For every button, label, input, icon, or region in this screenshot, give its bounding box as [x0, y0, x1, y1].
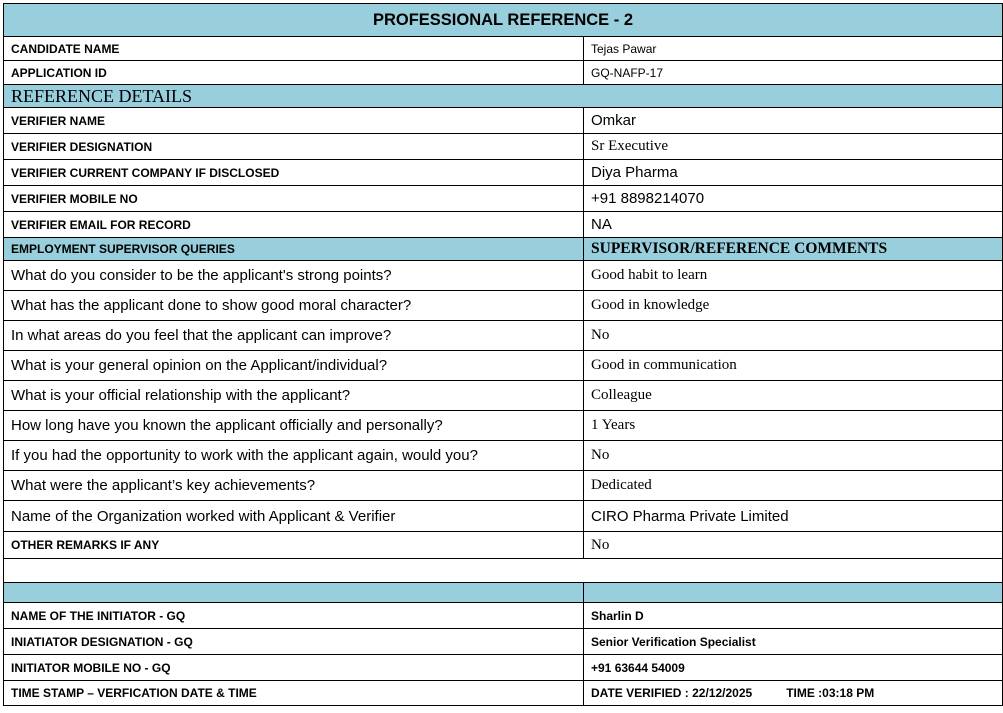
timestamp-value [584, 681, 1002, 705]
candidate-name-value: Tejas Pawar [591, 41, 657, 56]
query-row [4, 440, 1002, 470]
application-id-row [4, 60, 1002, 84]
query-question: What is your official relationship with the applicant? [4, 381, 584, 410]
title-row [4, 3, 1002, 36]
query-question: What do you consider to be the applicant's strong points? [4, 261, 584, 290]
query-question: What is your general opinion on the Applicant/individual? [4, 351, 584, 380]
query-question: What has the applicant done to show good moral character? [4, 291, 584, 320]
query-question: If you had the opportunity to work with the applicant again, would you? [4, 441, 584, 470]
query-question: Name of the Organization worked with Applicant & Verifier [4, 501, 584, 531]
other-remarks-row [4, 531, 1002, 558]
query-row [4, 260, 1002, 290]
verifier-mobile-label: VERIFIER MOBILE NO [4, 186, 584, 211]
query-row [4, 320, 1002, 350]
verifier-email-row [4, 211, 1002, 237]
candidate-name-row [4, 36, 1002, 60]
verifier-mobile-value: +91 8898214070 [591, 190, 705, 207]
verifier-email-value: NA [591, 216, 612, 233]
initiator-separator-row [4, 582, 1002, 602]
query-answer: Good habit to learn [591, 267, 708, 283]
candidate-name-label: CANDIDATE NAME [4, 37, 584, 60]
initiator-name-value: Sharlin D [591, 608, 644, 623]
query-answer: CIRO Pharma Private Limited [591, 507, 789, 525]
initiator-designation-value: Senior Verification Specialist [591, 634, 756, 649]
verifier-designation-label: VERIFIER DESIGNATION [4, 134, 584, 159]
query-row [4, 470, 1002, 500]
queries-header-left: EMPLOYMENT SUPERVISOR QUERIES [4, 238, 584, 260]
query-row [4, 350, 1002, 380]
query-row [4, 410, 1002, 440]
reference-details-header-row [4, 84, 1002, 107]
queries-header-right: SUPERVISOR/REFERENCE COMMENTS [591, 240, 888, 257]
initiator-name-label: NAME OF THE INITIATOR - GQ [4, 603, 584, 628]
query-row [4, 500, 1002, 531]
initiator-mobile-label: INITIATOR MOBILE NO - GQ [4, 655, 584, 680]
initiator-mobile-row [4, 654, 1002, 680]
reference-form [3, 3, 1003, 706]
query-answer: 1 Years [591, 417, 636, 433]
separator-right [584, 583, 1002, 602]
blank-row [4, 558, 1002, 582]
query-answer: Good in communication [591, 357, 737, 373]
separator-left [4, 583, 584, 602]
initiator-designation-row [4, 628, 1002, 654]
verified-time: TIME :03:18 PM [786, 686, 875, 700]
other-remarks-label: OTHER REMARKS IF ANY [4, 532, 584, 558]
application-id-value: GQ-NAFP-17 [591, 65, 664, 80]
query-question: What were the applicant’s key achievements? [4, 471, 584, 500]
verifier-company-row [4, 159, 1002, 185]
verifier-mobile-row [4, 185, 1002, 211]
verifier-company-label: VERIFIER CURRENT COMPANY IF DISCLOSED [4, 160, 584, 185]
query-answer: Colleague [591, 387, 652, 403]
verified-date: DATE VERIFIED : 22/12/2025 [591, 686, 753, 700]
query-question: In what areas do you feel that the applicant can improve? [4, 321, 584, 350]
query-row [4, 380, 1002, 410]
query-question: How long have you known the applicant officially and personally? [4, 411, 584, 440]
verifier-designation-value: Sr Executive [591, 138, 669, 154]
other-remarks-value: No [591, 536, 610, 553]
verifier-designation-row [4, 133, 1002, 159]
verifier-name-label: VERIFIER NAME [4, 108, 584, 133]
initiator-mobile-value: +91 63644 54009 [591, 660, 685, 675]
application-id-label: APPLICATION ID [4, 61, 584, 84]
verifier-company-value: Diya Pharma [591, 164, 678, 181]
query-row [4, 290, 1002, 320]
initiator-designation-label: INIATIATOR DESIGNATION - GQ [4, 629, 584, 654]
timestamp-row [4, 680, 1002, 706]
verifier-name-row [4, 107, 1002, 133]
reference-details-heading: REFERENCE DETAILS [11, 85, 193, 106]
query-answer: Dedicated [591, 477, 652, 493]
timestamp-label: TIME STAMP – VERFICATION DATE & TIME [4, 681, 584, 705]
query-answer: No [591, 327, 610, 343]
query-answer: No [591, 447, 610, 463]
blank-cell [4, 559, 1002, 582]
query-answer: Good in knowledge [591, 297, 710, 313]
verifier-email-label: VERIFIER EMAIL FOR RECORD [4, 212, 584, 237]
queries-header-row [4, 237, 1002, 260]
initiator-name-row [4, 602, 1002, 628]
form-title: PROFESSIONAL REFERENCE - 2 [372, 10, 634, 29]
verifier-name-value: Omkar [591, 112, 636, 129]
